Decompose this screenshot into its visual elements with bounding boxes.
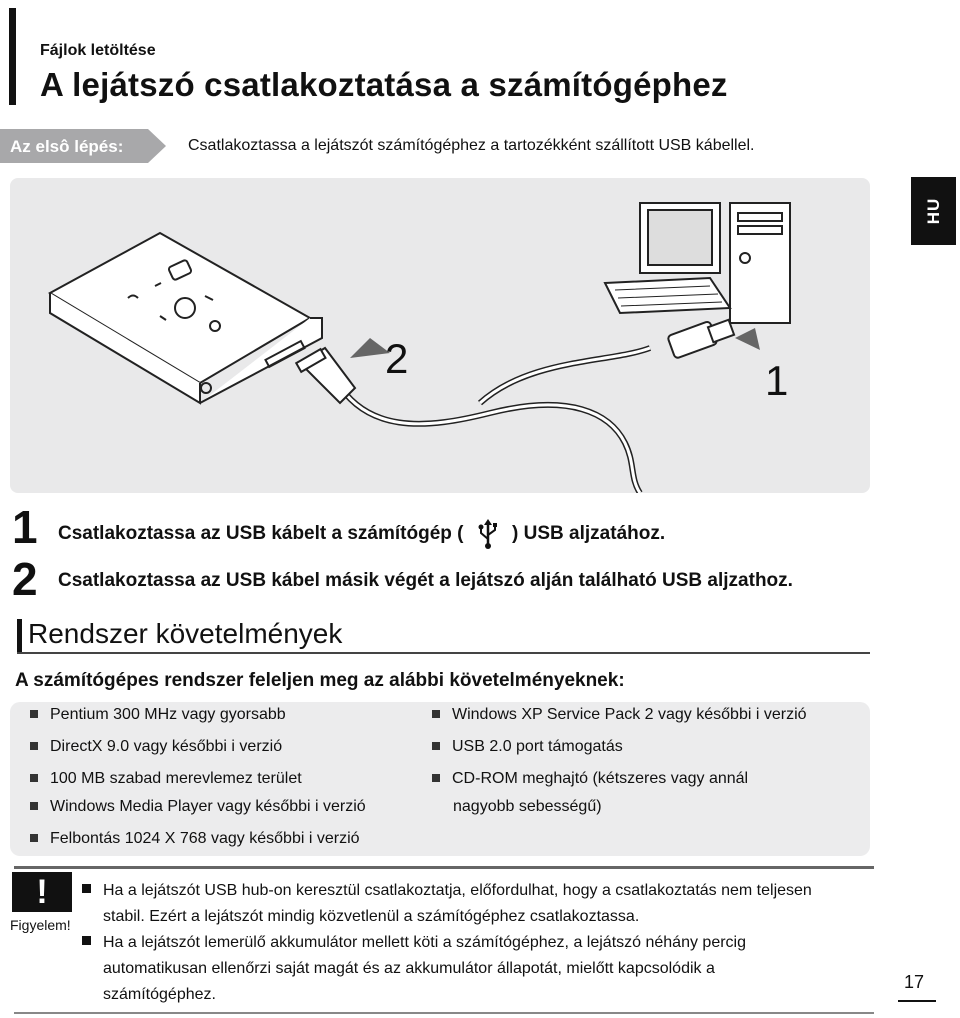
- step-text-1: [58, 519, 665, 549]
- arrow-to-player-icon: [350, 338, 390, 358]
- connection-illustration-drawing: [10, 178, 870, 493]
- warning-note-2: Ha a lejátszót lemerülő akkumulátor mellett köti a számítógéphez, a lejátszó néhány percig automatikusan ellenőrzi saját magát és az akkumulátor állapotát, mielőtt kapcsolódik a számítógéphez.: [82, 930, 872, 1008]
- bullet-icon: [30, 834, 38, 842]
- bullet-icon: [30, 742, 38, 750]
- usb-symbol-icon: [477, 519, 499, 549]
- bullet-icon: [30, 774, 38, 782]
- warning-icon: !: [12, 872, 72, 912]
- illustration-label-1: 1: [765, 357, 789, 404]
- usb-plug-icon: [667, 320, 734, 359]
- section-kicker: Fájlok letöltése: [40, 42, 156, 59]
- section-divider: [17, 652, 870, 654]
- header-accent-bar: [9, 8, 16, 105]
- bullet-icon: [30, 802, 38, 810]
- arrow-to-computer-icon: [735, 328, 760, 350]
- section-accent-bar: [17, 619, 22, 653]
- bullet-icon: [30, 710, 38, 718]
- requirement-item: Pentium 300 MHz vagy gyorsabb: [30, 706, 286, 724]
- bullet-icon: [82, 884, 91, 893]
- usb-cable: [330, 368, 640, 493]
- requirement-item: USB 2.0 port támogatás: [432, 738, 623, 756]
- language-tab-label: HU: [923, 197, 943, 225]
- mp3-player-icon: [50, 233, 322, 403]
- warning-label: Figyelem!: [10, 917, 71, 933]
- player-connector-icon: [296, 348, 355, 403]
- requirement-item: CD-ROM meghajtó (kétszeres vagy annál: [432, 770, 748, 788]
- page-number-rule: [898, 1000, 936, 1002]
- desktop-computer-icon: [605, 203, 790, 323]
- step-number-2: 2: [12, 553, 38, 605]
- requirement-item: Windows XP Service Pack 2 vagy későbbi i verzió: [432, 706, 807, 724]
- requirement-item-continued: nagyobb sebességű): [453, 798, 602, 815]
- bullet-icon: [432, 742, 440, 750]
- connection-illustration: [10, 178, 870, 493]
- bullet-icon: [432, 774, 440, 782]
- bullet-icon: [82, 936, 91, 945]
- warning-bottom-rule: [14, 1012, 874, 1014]
- first-step-label: Az elsô lépés:: [10, 137, 124, 156]
- requirement-item: Windows Media Player vagy későbbi i verzió: [30, 798, 366, 816]
- language-tab: [911, 177, 956, 245]
- requirement-item: DirectX 9.0 vagy későbbi i verzió: [30, 738, 282, 756]
- step-text-1-after: ) USB aljzatához.: [512, 523, 666, 545]
- step-text-1-before: Csatlakoztassa az USB kábelt a számítógép (: [58, 523, 464, 545]
- page-title: A lejátszó csatlakoztatása a számítógéphez: [40, 66, 728, 103]
- page-number: 17: [904, 972, 925, 992]
- warning-note-1: Ha a lejátszót USB hub-on keresztül csatlakoztatja, előfordulhat, hogy a csatlakoztatás nem teljesen stabil. Ezért a lejátszót mindig közvetlenül a számítógéphez csatlakoztassa.: [82, 878, 872, 930]
- illustration-label-2: 2: [385, 335, 409, 382]
- requirement-item: 100 MB szabad merevlemez terület: [30, 770, 302, 788]
- warning-top-rule: [14, 866, 874, 869]
- requirements-title: Rendszer követelmények: [28, 618, 343, 649]
- requirement-item: Felbontás 1024 X 768 vagy későbbi i verzió: [30, 830, 360, 848]
- bullet-icon: [432, 710, 440, 718]
- first-step-description: Csatlakoztassa a lejátszót számítógéphez a tartozékként szállított USB kábellel.: [188, 137, 755, 154]
- requirements-subtitle: A számítógépes rendszer feleljen meg az alábbi követelményeknek:: [15, 670, 625, 691]
- step-number-1: 1: [12, 501, 38, 553]
- step-text-2: Csatlakoztassa az USB kábel másik végét a lejátszó alján található USB aljzathoz.: [58, 570, 793, 591]
